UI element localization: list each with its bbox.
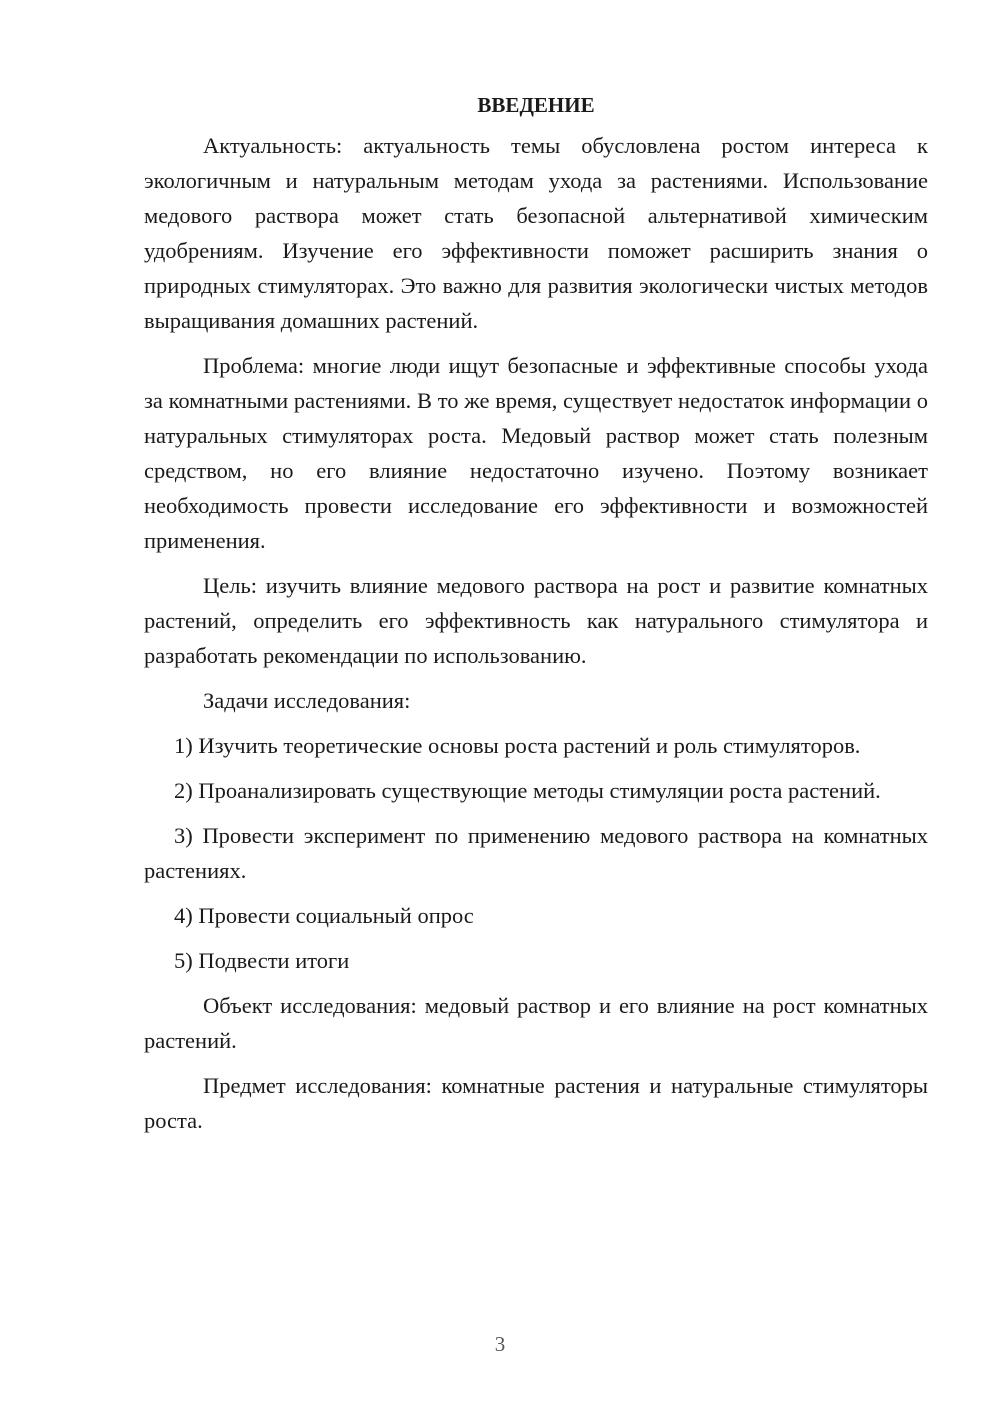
task-item: 1) Изучить теоретические основы роста растений и роль стимуляторов. bbox=[174, 733, 861, 758]
task-item: 2) Проанализировать существующие методы стимуляции роста растений. bbox=[174, 778, 881, 803]
tasks-heading: Задачи исследования: bbox=[203, 688, 411, 713]
task-item: 3) Провести эксперимент по применению медового раствора на комнатных растениях. bbox=[144, 823, 928, 883]
relevance-paragraph: Актуальность: актуальность темы обусловлена ростом интереса к экологичным и натуральным методам ухода за растениями. Использование медового раствора может стать безопасной альтернативой химическим удобрениям. Изучение его эффективности поможет расширить знания о природных стимуляторах. Это важно для развития экологически чистых методов выращивания домашних растений. bbox=[144, 133, 928, 333]
goal-paragraph: Цель: изучить влияние медового раствора на рост и развитие комнатных растений, определить его эффективность как натурального стимулятора и разработать рекомендации по использованию. bbox=[144, 573, 928, 668]
task-item: 5) Подвести итоги bbox=[174, 948, 350, 973]
page-number: 3 bbox=[494, 1332, 506, 1356]
task-item: 4) Провести социальный опрос bbox=[174, 903, 474, 928]
tasks-list bbox=[144, 728, 928, 978]
subject-paragraph: Предмет исследования: комнатные растения и натуральные стимуляторы роста. bbox=[144, 1073, 928, 1133]
problem-paragraph: Проблема: многие люди ищут безопасные и эффективные способы ухода за комнатными растениями. В то же время, существует недостаток информации о натуральных стимуляторах роста. Медовый раствор может стать полезным средством, но его влияние недостаточно изучено. Поэтому возникает необходимость провести исследование его эффективности и возможностей применения. bbox=[144, 353, 928, 553]
section-title: ВВЕДЕНИЕ bbox=[477, 93, 595, 117]
object-paragraph: Объект исследования: медовый раствор и его влияние на рост комнатных растений. bbox=[144, 993, 928, 1053]
document-page bbox=[144, 90, 928, 1148]
